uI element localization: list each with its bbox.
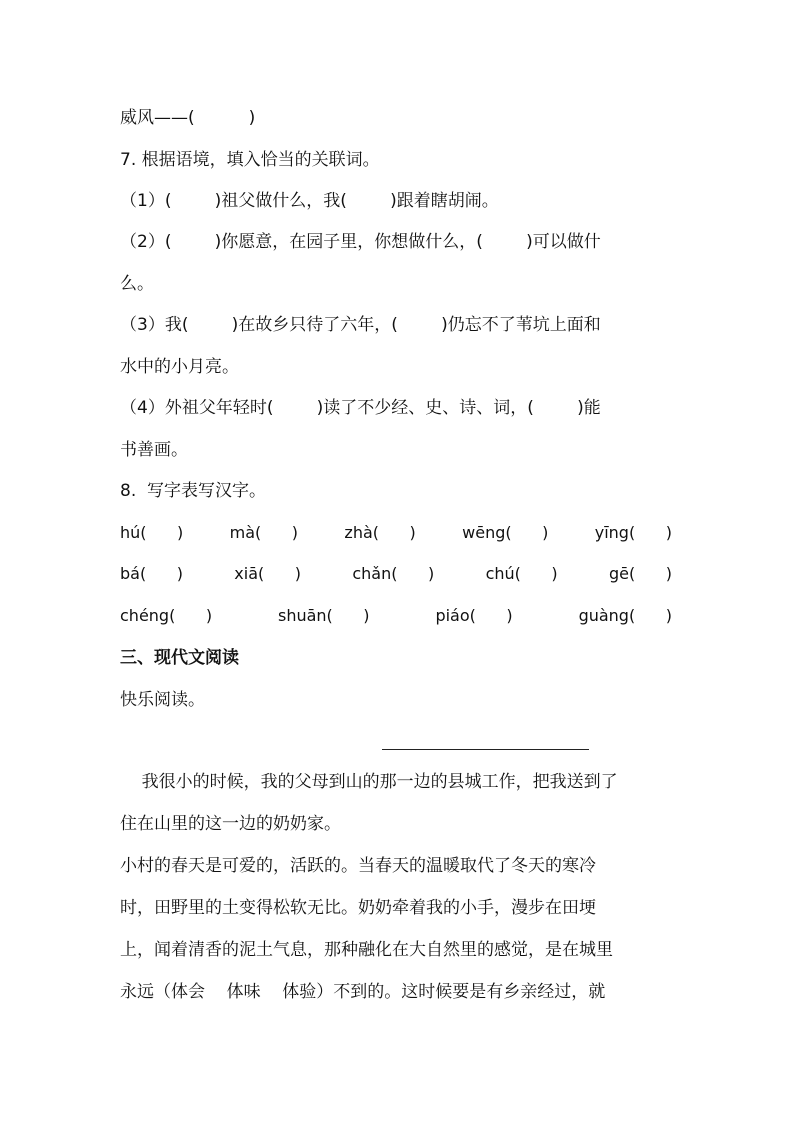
- pinyin-item: guàng( ): [578, 606, 672, 625]
- pinyin-item: mà( ): [229, 523, 299, 542]
- question-7-item-4-line-2: 书善画。: [120, 440, 188, 460]
- weifeng-line: 威风——( ): [120, 108, 256, 128]
- question-7-item-3-line-2: 水中的小月亮。: [120, 357, 239, 377]
- pinyin-item: wēng( ): [462, 523, 549, 542]
- section-3-heading: 三、现代文阅读: [120, 648, 239, 668]
- question-7-item-2-line-1: （2）( )你愿意，在园子里，你想做什么，( )可以做什: [120, 232, 601, 252]
- pinyin-item: bá( ): [120, 564, 183, 583]
- passage-line: 时，田野里的土变得松软无比。奶奶牵着我的小手，漫步在田埂: [120, 898, 596, 918]
- question-7-item-3-line-1: （3）我( )在故乡只待了六年，( )仍忘不了苇坑上面和: [120, 315, 601, 335]
- pinyin-item: gē( ): [608, 564, 672, 583]
- reading-instruction: 快乐阅读。: [120, 690, 205, 710]
- pinyin-item: hú( ): [120, 523, 184, 542]
- pinyin-item: chéng( ): [120, 606, 213, 625]
- passage-line: 上，闻着清香的泥土气息，那种融化在大自然里的感觉，是在城里: [120, 940, 613, 960]
- question-7-title: 7. 根据语境，填入恰当的关联词。: [120, 150, 380, 170]
- pinyin-row-1: [120, 522, 672, 544]
- pinyin-item: chǎn( ): [352, 564, 435, 583]
- title-blank-line: [382, 749, 589, 750]
- pinyin-item: xiā( ): [234, 564, 302, 583]
- pinyin-item: zhà( ): [344, 523, 416, 542]
- passage-line: 住在山里的这一边的奶奶家。: [120, 814, 341, 834]
- question-8-title: 8. 写字表写汉字。: [120, 481, 267, 501]
- pinyin-item: chú( ): [485, 564, 558, 583]
- passage-line: 我很小的时候，我的父母到山的那一边的县城工作，把我送到了: [120, 772, 618, 792]
- question-7-item-1: （1）( )祖父做什么，我( )跟着瞎胡闹。: [120, 191, 499, 211]
- question-7-item-4-line-1: （4）外祖父年轻时( )读了不少经、史、诗、词，( )能: [120, 398, 601, 418]
- pinyin-row-2: [120, 563, 672, 585]
- pinyin-row-3: [120, 605, 672, 627]
- question-7-item-2-line-2: 么。: [120, 274, 154, 294]
- passage-line: 永远（体会 体味 体验）不到的。这时候要是有乡亲经过，就: [120, 982, 606, 1002]
- passage-line: 小村的春天是可爱的，活跃的。当春天的温暖取代了冬天的寒冷: [120, 856, 596, 876]
- pinyin-item: yīng( ): [594, 523, 672, 542]
- pinyin-item: piáo( ): [435, 606, 513, 625]
- pinyin-item: shuān( ): [277, 606, 370, 625]
